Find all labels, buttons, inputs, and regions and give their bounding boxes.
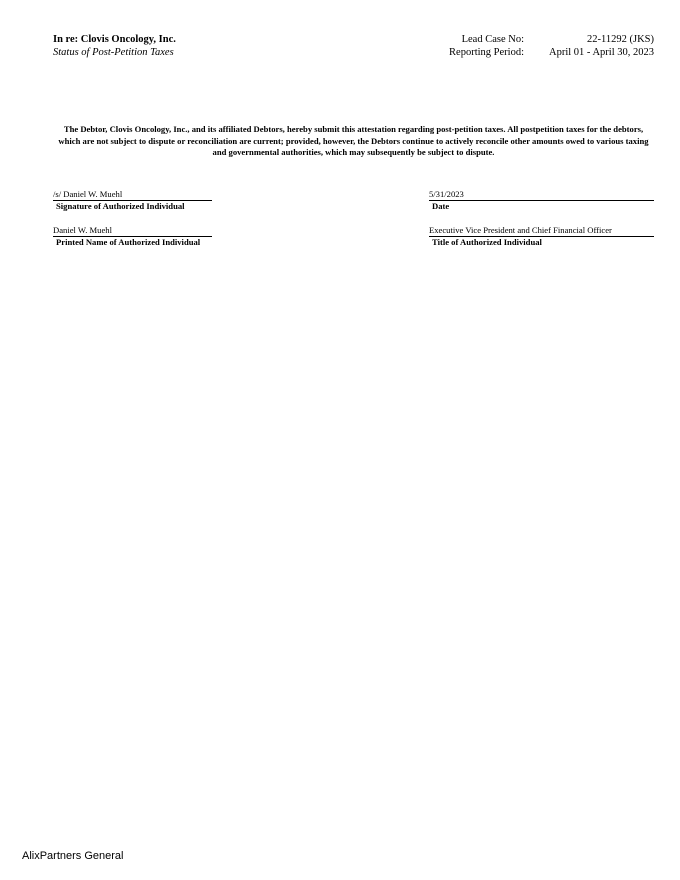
date-caption: Date bbox=[432, 201, 450, 211]
classification-label: AlixPartners General bbox=[22, 850, 124, 862]
case-title: In re: Clovis Oncology, Inc. bbox=[53, 34, 176, 45]
title-caption: Title of Authorized Individual bbox=[432, 237, 542, 247]
header-left bbox=[53, 33, 176, 59]
signature-value: /s/ Daniel W. Muehl bbox=[53, 189, 212, 201]
lead-case-row bbox=[440, 33, 654, 46]
reporting-period-label: Reporting Period: bbox=[449, 47, 524, 58]
signature-block bbox=[53, 189, 212, 212]
printed-name-value: Daniel W. Muehl bbox=[53, 225, 212, 237]
lead-case-label: Lead Case No: bbox=[461, 34, 524, 45]
printed-name-block bbox=[53, 225, 212, 248]
reporting-period-row bbox=[440, 46, 654, 59]
attestation-statement: The Debtor, Clovis Oncology, Inc., and its affiliated Debtors, hereby submit this attestation regarding post-petition taxes. All postpetition taxes for the debtors, which are not subject to dispute or reconciliation are current; provided, however, the Debtors continue to actively reconcile other amounts owed to various taxing and governmental authorities, which may subsequently be subject to dispute. bbox=[58, 124, 649, 157]
printed-name-caption: Printed Name of Authorized Individual bbox=[56, 237, 201, 247]
header-right bbox=[440, 33, 654, 59]
lead-case-value: 22-11292 (JKS) bbox=[587, 34, 654, 45]
reporting-period-value: April 01 - April 30, 2023 bbox=[549, 47, 654, 58]
signature-caption: Signature of Authorized Individual bbox=[56, 201, 185, 211]
title-block bbox=[429, 225, 654, 248]
report-subtitle: Status of Post-Petition Taxes bbox=[53, 47, 174, 58]
date-value: 5/31/2023 bbox=[429, 189, 654, 201]
title-value: Executive Vice President and Chief Financial Officer bbox=[429, 225, 654, 237]
date-block bbox=[429, 189, 654, 212]
